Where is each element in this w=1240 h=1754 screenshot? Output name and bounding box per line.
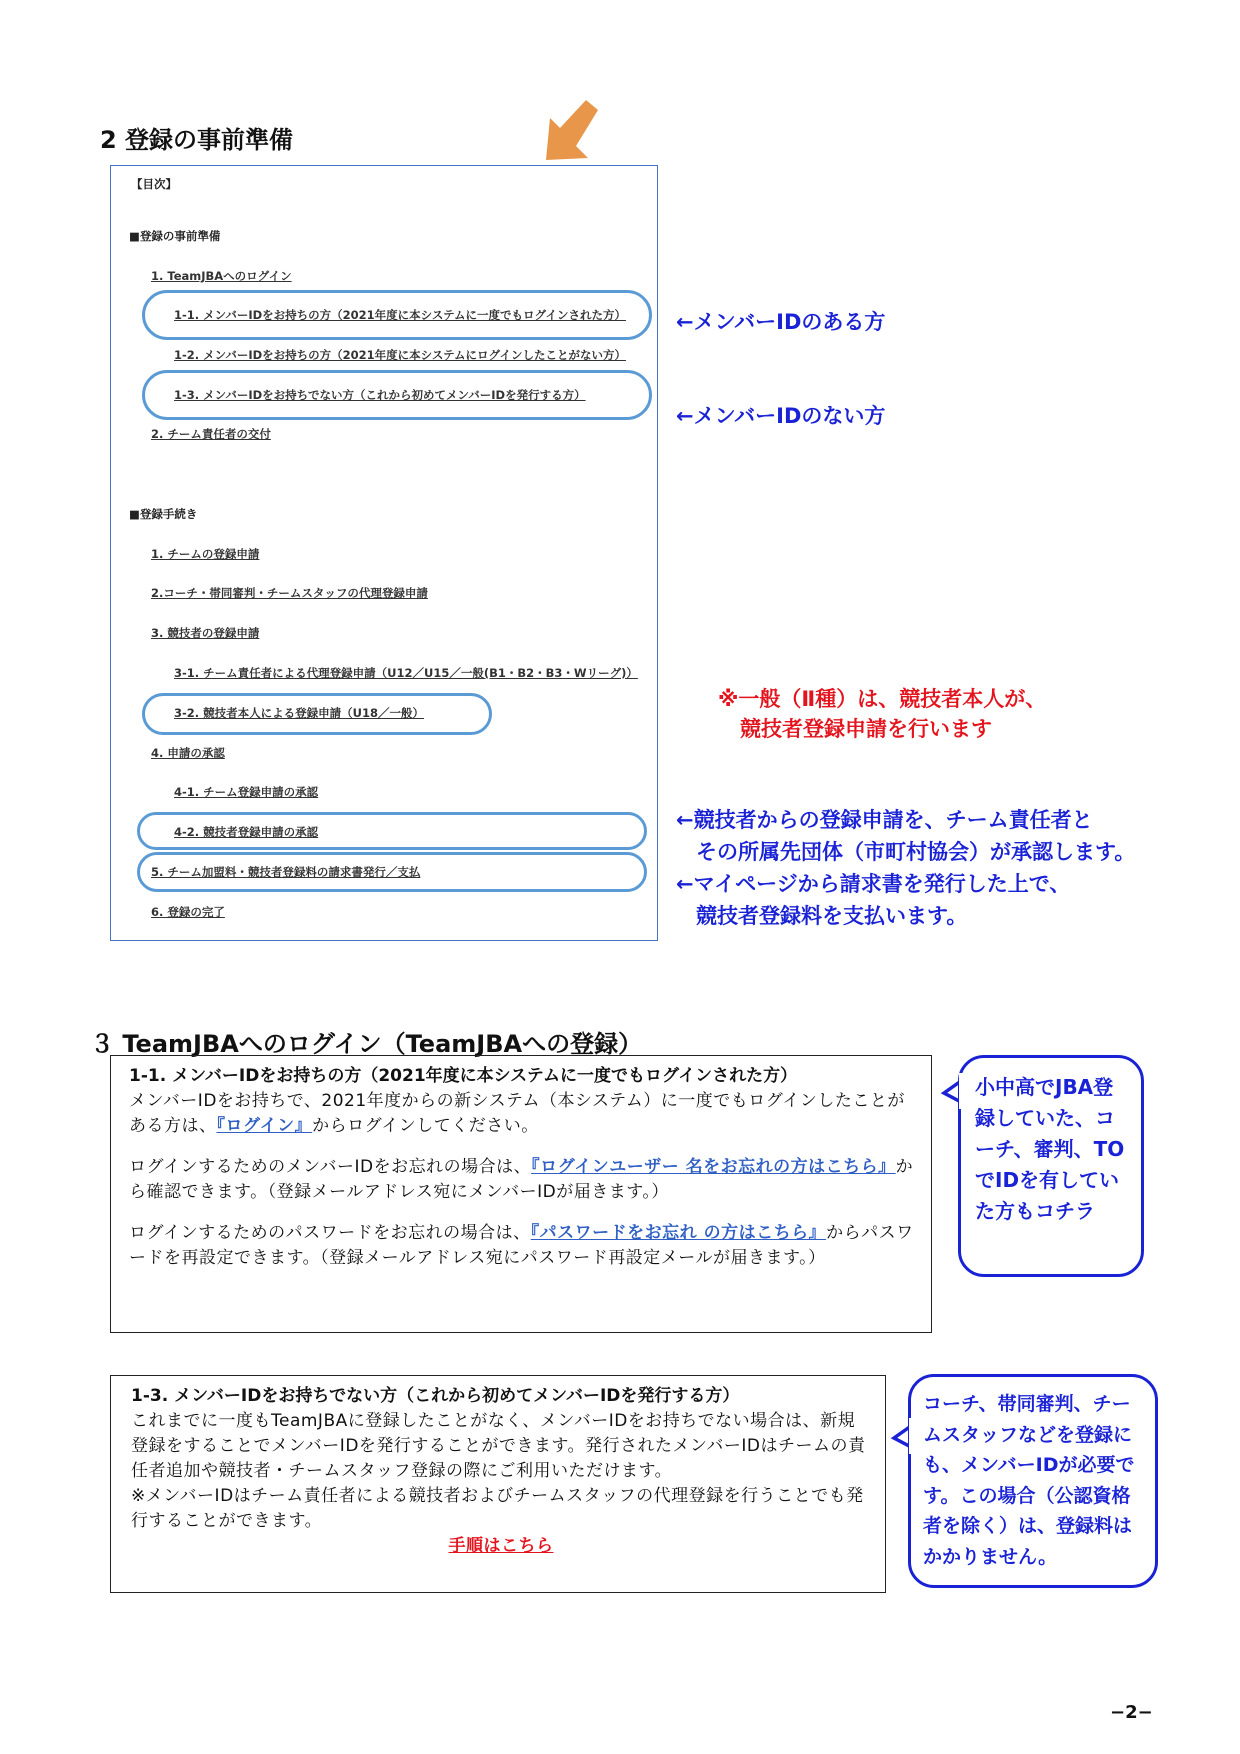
login-text-a: メンバーIDをお持ちで、2021年度からの新システム（本システム）に一度でもログインしたことがある方は、 bbox=[129, 1091, 905, 1136]
toc-group-pre: ■登録の事前準備 bbox=[129, 229, 221, 243]
note-no-id: ←メンバーIDのない方 bbox=[676, 404, 886, 428]
forgot-id-link[interactable]: 『ログインユーザー 名をお忘れの方はこちら』 bbox=[531, 1157, 896, 1177]
note-approve-2: その所属先団体（市町村協会）が承認します。 bbox=[696, 840, 1136, 864]
highlight-ring-3-2 bbox=[142, 693, 492, 735]
new-registration-paragraph: これまでに一度もTeamJBAに登録したことがなく、メンバーIDをお持ちでない場合は、新規登録をすることでメンバーIDを発行することができます。発行されたメンバーIDはチームの責任者追加や競技者・チームスタッフ登録の際にご利用いただけます。 bbox=[131, 1411, 866, 1481]
page-number: −2− bbox=[1110, 1702, 1153, 1723]
toc-link-manager[interactable]: 2. チーム責任者の交付 bbox=[151, 427, 271, 441]
login-paragraph bbox=[129, 1089, 915, 1139]
note-pay-1: ←マイページから請求書を発行した上で、 bbox=[676, 872, 1071, 896]
highlight-ring-1-1 bbox=[142, 290, 652, 340]
proxy-registration-paragraph: ※メンバーIDはチーム責任者による競技者およびチームスタッフの代理登録を行うことでも発行することができます。 bbox=[131, 1486, 864, 1531]
toc-link-coach-apply[interactable]: 2.コーチ・帯同審判・チームスタッフの代理登録申請 bbox=[151, 586, 428, 600]
pointer-arrow-icon bbox=[538, 100, 606, 166]
bubble2-tail-gap bbox=[909, 1418, 915, 1454]
login-text-b: からログインしてください。 bbox=[312, 1116, 539, 1136]
bubble-staff-id: コーチ、帯同審判、チームスタッフなどを登録にも、メンバーIDが必要です。この場合（公認資格者を除く）は、登録料はかかりません。 bbox=[908, 1374, 1158, 1588]
toc-link-team-apply[interactable]: 1. チームの登録申請 bbox=[151, 547, 260, 561]
highlight-ring-1-3 bbox=[142, 370, 652, 420]
toc-link-4-2[interactable]: 4-2. 競技者登録申請の承認 bbox=[174, 825, 319, 839]
toc-group-proc: ■登録手続き bbox=[129, 507, 198, 521]
toc-link-4-1[interactable]: 4-1. チーム登録申請の承認 bbox=[174, 785, 319, 799]
toc-link-player-apply[interactable]: 3. 競技者の登録申請 bbox=[151, 626, 260, 640]
note-general-1: ※一般（Ⅱ種）は、競技者本人が、 bbox=[718, 687, 1047, 711]
section2-heading: 2 登録の事前準備 bbox=[100, 126, 294, 154]
section3-heading: ３ TeamJBAへのログイン（TeamJBAへの登録） bbox=[90, 1030, 643, 1058]
member-id-box bbox=[110, 1055, 932, 1333]
note-has-id: ←メンバーIDのある方 bbox=[676, 310, 886, 334]
forgot-password-paragraph bbox=[129, 1221, 915, 1271]
no-member-id-box bbox=[110, 1375, 886, 1593]
toc-link-login[interactable]: 1. TeamJBAへのログイン bbox=[151, 269, 292, 283]
toc-link-3-2[interactable]: 3-2. 競技者本人による登録申請（U18／一般） bbox=[174, 706, 424, 720]
toc-link-1-2[interactable]: 1-2. メンバーIDをお持ちの方（2021年度に本システムにログインしたことがない方） bbox=[174, 348, 626, 362]
forgot-password-link[interactable]: 『パスワードをお忘れ の方はこちら』 bbox=[530, 1223, 827, 1243]
login-link[interactable]: 『ログイン』 bbox=[216, 1116, 313, 1136]
forgot-id-text-a: ログインするためのメンバーIDをお忘れの場合は、 bbox=[129, 1157, 532, 1177]
note-general-2: 競技者登録申請を行います bbox=[740, 717, 992, 741]
no-member-id-box-title: 1-3. メンバーIDをお持ちでない方（これから初めてメンバーIDを発行する方） bbox=[131, 1386, 740, 1406]
toc-link-1-1[interactable]: 1-1. メンバーIDをお持ちの方（2021年度に本システムに一度でもログインされた方） bbox=[174, 308, 626, 322]
forgot-id-paragraph bbox=[129, 1155, 915, 1205]
highlight-ring-payment bbox=[137, 852, 647, 892]
forgot-password-text-a: ログインするためのパスワードをお忘れの場合は、 bbox=[129, 1223, 531, 1243]
toc-link-approve[interactable]: 4. 申請の承認 bbox=[151, 746, 225, 760]
toc-link-complete[interactable]: 6. 登録の完了 bbox=[151, 905, 225, 919]
toc-link-payment[interactable]: 5. チーム加盟料・競技者登録料の請求書発行／支払 bbox=[151, 865, 421, 879]
note-approve-1: ←競技者からの登録申請を、チーム責任者と bbox=[676, 808, 1093, 832]
bubble1-tail-gap bbox=[959, 1073, 965, 1109]
member-id-box-title: 1-1. メンバーIDをお持ちの方（2021年度に本システムに一度でもログインされた方） bbox=[129, 1066, 798, 1086]
toc-link-3-1[interactable]: 3-1. チーム責任者による代理登録申請（U12／U15／一般(B1・B2・B3・Wリーグ)） bbox=[174, 666, 638, 680]
forgot-id-text-b: から確認できます。（登録メールアドレス宛にメンバーIDが届きます。） bbox=[129, 1157, 914, 1202]
note-pay-2: 競技者登録料を支払います。 bbox=[696, 904, 968, 928]
forgot-password-text-b: からパスワードを再設定できます。（登録メールアドレス宛にパスワード再設定メールが届きます。） bbox=[129, 1223, 914, 1268]
toc-link-1-3[interactable]: 1-3. メンバーIDをお持ちでない方（これから初めてメンバーIDを発行する方） bbox=[174, 388, 586, 402]
highlight-ring-4-2 bbox=[137, 812, 647, 850]
procedure-link[interactable]: 手順はこちら bbox=[448, 1536, 554, 1556]
bubble-existing-id: 小中高でJBA登録していた、コーチ、審判、TOでIDを有していた方もコチラ bbox=[958, 1055, 1144, 1277]
toc-title: 【目次】 bbox=[131, 177, 177, 191]
